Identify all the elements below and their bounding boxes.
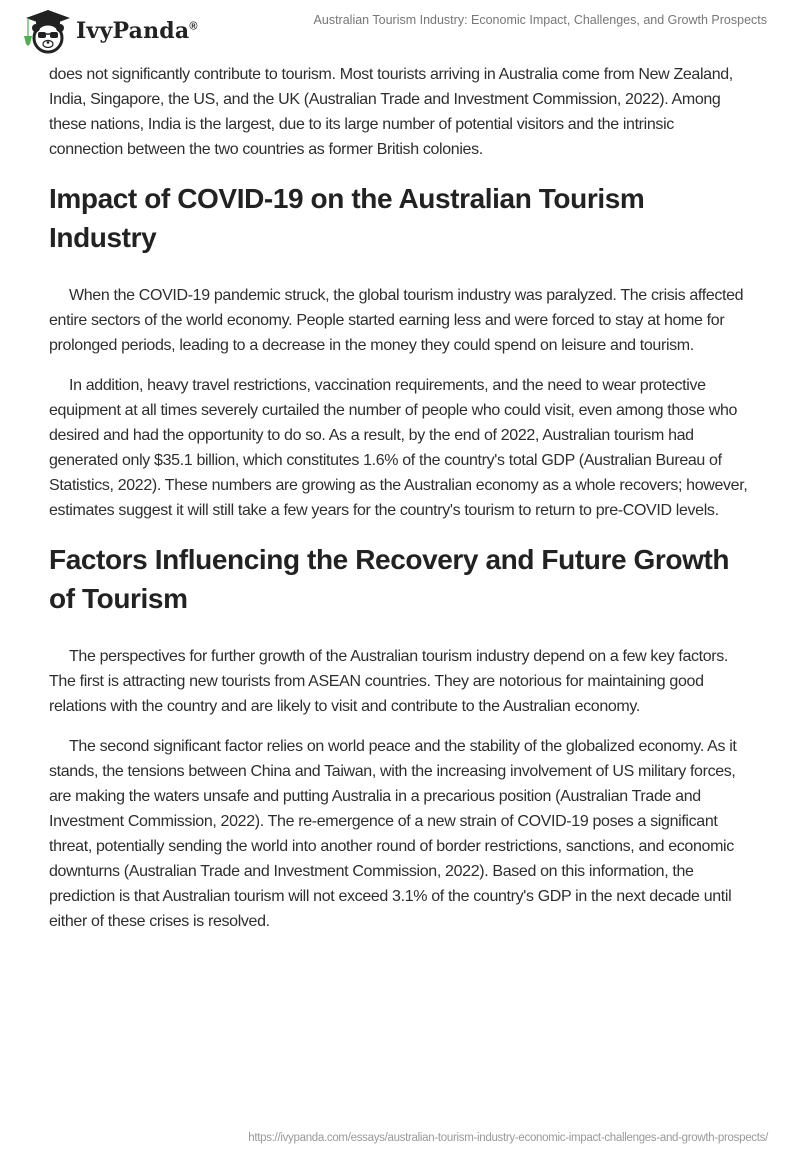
paragraph: does not significantly contribute to tourism. Most tourists arriving in Australia come from New Zealand, India, Singapore, the US, and the UK (Australian Trade and Investment Commission, 2022). Among these nations, India is the largest, due to its large number of potential visitors and the intrinsic connection between the two countries as former British colonies. xyxy=(49,66,733,158)
paragraph: The perspectives for further growth of the Australian tourism industry depend on a few key factors. The first is attracting new tourists from ASEAN countries. They are notorious for maintaining good relations with the country and are likely to visit and contribute to the Australian economy. xyxy=(49,648,729,715)
panda-graduate-icon xyxy=(18,8,72,54)
paragraph: The second significant factor relies on world peace and the stability of the globalized economy. As it stands, the tensions between China and Taiwan, with the increasing involvement of US military forces, are making the waters unsafe and putting Australia in a precarious position (Australian Trade and Investment Commission, 2022). The re-emergence of a new strain of COVID-19 poses a significant threat, potentially sending the world into another round of border restrictions, sanctions, and economic downturns (Australian Trade and Investment Commission, 2022). Based on this information, the prediction is that Australian tourism will not exceed 3.1% of the country's GDP in the next decade until either of these crises is resolved. xyxy=(49,738,737,930)
document-title: Australian Tourism Industry: Economic Impact, Challenges, and Growth Prospects xyxy=(313,13,767,27)
section-heading-recovery-factors: Factors Influencing the Recovery and Future Growth of Tourism xyxy=(49,544,730,614)
paragraph: In addition, heavy travel restrictions, vaccination requirements, and the need to wear protective equipment at all times severely curtailed the number of people who could visit, even among those who desired and had the opportunity to do so. As a result, by the end of 2022, Australian tourism had generated only $35.1 billion, which constitutes 1.6% of the country's total GDP (Australian Bureau of Statistics, 2022). These numbers are growing as the Australian economy as a whole recovers; however, estimates suggest it will still take a few years for the country's tourism to return to pre-COVID levels. xyxy=(49,377,748,519)
paragraph: When the COVID-19 pandemic struck, the global tourism industry was paralyzed. The crisis affected entire sectors of the world economy. People started earning less and were forced to stay at home for prolonged periods, leading to a decrease in the money they could spend on leisure and tourism. xyxy=(49,287,744,354)
brand-name: IvyPanda® xyxy=(76,18,198,44)
section-heading-covid-impact: Impact of COVID-19 on the Australian Tourism Industry xyxy=(49,183,645,253)
source-url-link[interactable]: https://ivypanda.com/essays/australian-tourism-industry-economic-impact-challenges-and-growth-prospects/ xyxy=(248,1132,768,1144)
page-header xyxy=(0,0,800,60)
essay-body xyxy=(49,62,749,949)
ivypanda-logo[interactable] xyxy=(18,8,198,54)
